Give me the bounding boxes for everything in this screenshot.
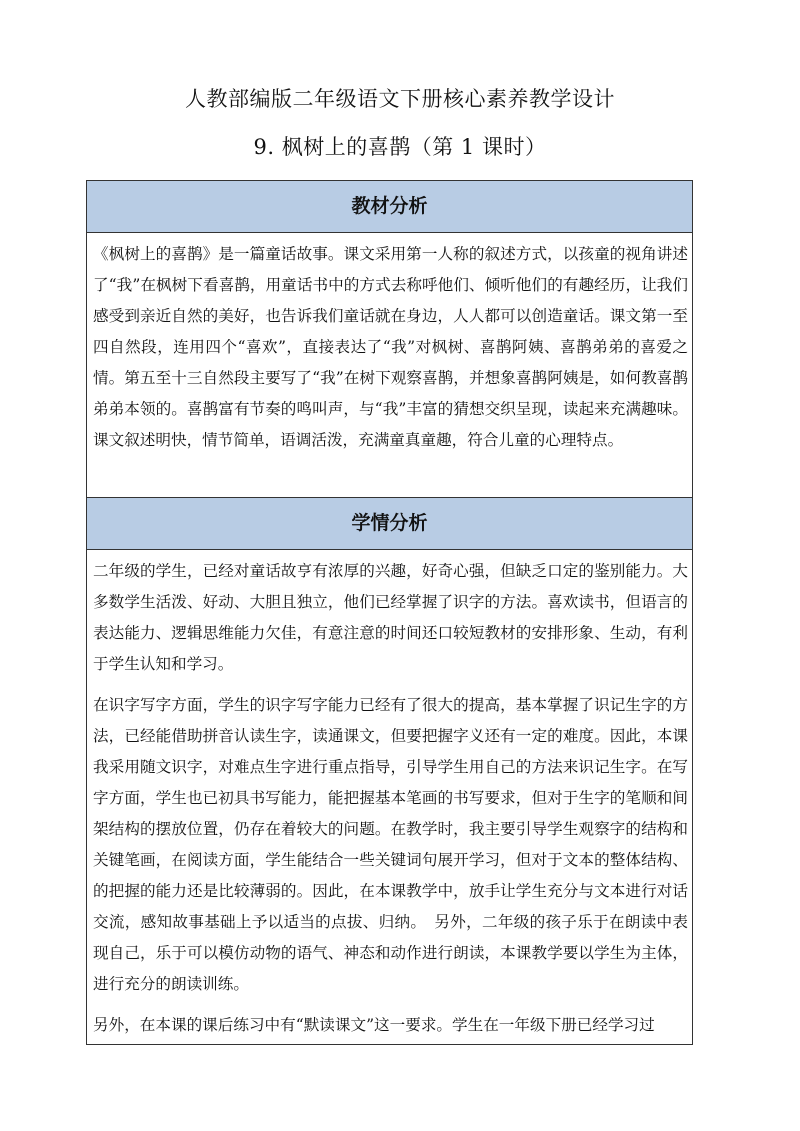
learner-analysis-paragraph: 在识字写字方面，学生的识字写字能力已经有了很大的提高，基本掌握了识记生字的方法，已经能借助拼音认读生字，读通课文，但要把握字义还有一定的难度。因此，本课我采用随文识字，对难点生字进行重点指导，引导学生用自己的方法来识记生字。在写字方面，学生也已初具书写能力，能把握基本笔画的书写要求，但对于生字的笔顺和间架结构的摆放位置，仍存在着较大的问题。在教学时，我主要引导学生观察字的结构和关键笔画，在阅读方面，学生能结合一些关键词句展开学习，但对于文本的整体结构、的把握的能力还是比较薄弱的。因此，在本课教学中，放手让学生充分与文本进行对话交流，感知故事基础上予以适当的点拔、归纳。 另外，二年级的孩子乐于在朗读中表现自己，乐于可以模仿动物的语气、神态和动作进行朗读，本课教学要以学生为主体，进行充分的朗读训练。 — [93, 696, 688, 993]
lesson-design-table — [86, 180, 693, 1045]
section-header-learner-analysis: 学情分析 — [87, 497, 692, 550]
lesson-subtitle: 9. 枫树上的喜鹊（第 1 课时） — [253, 135, 547, 159]
document-title: 人教部编版二年级语文下册核心素养教学设计 — [185, 87, 615, 111]
textbook-analysis-paragraph: 《枫树上的喜鹊》是一篇童话故事。课文采用第一人称的叙述方式，以孩童的视角讲述了“我”在枫树下看喜鹊，用童话书中的方式去称呼他们、倾听他们的有趣经历，让我们感受到亲近自然的美好，也告诉我们童话就在身边，人人都可以创造童话。课文第一至四自然段，连用四个“喜欢”，直接表达了“我”对枫树、喜鹊阿姨、喜鹊弟弟的喜爱之情。第五至十三自然段主要写了“我”在树下观察喜鹊，并想象喜鹊阿姨是，如何教喜鹊弟弟本领的。喜鹊富有节奏的鸣叫声，与“我”丰富的猜想交织呈现，读起来充满趣味。课文叙述明快，情节简单，语调活泼，充满童真童趣，符合儿童的心理特点。 — [93, 245, 688, 449]
learner-analysis-paragraph: 二年级的学生，已经对童话故亨有浓厚的兴趣，好奇心强，但缺乏口定的鉴别能力。大多数学生活泼、好动、大胆且独立，他们已经掌握了识字的方法。喜欢读书，但语言的表达能力、逻辑思维能力欠佳，有意注意的时间还口较短教材的安排形象、生动，有利于学生认知和学习。 — [93, 562, 688, 673]
learner-analysis-paragraph: 另外，在本课的课后练习中有“默读课文”这一要求。学生在一年级下册已经学习过 — [93, 1016, 655, 1034]
textbook-analysis-cell — [87, 233, 692, 497]
learner-analysis-cell — [87, 550, 692, 1045]
section-header-textbook-analysis: 教材分析 — [87, 181, 692, 233]
